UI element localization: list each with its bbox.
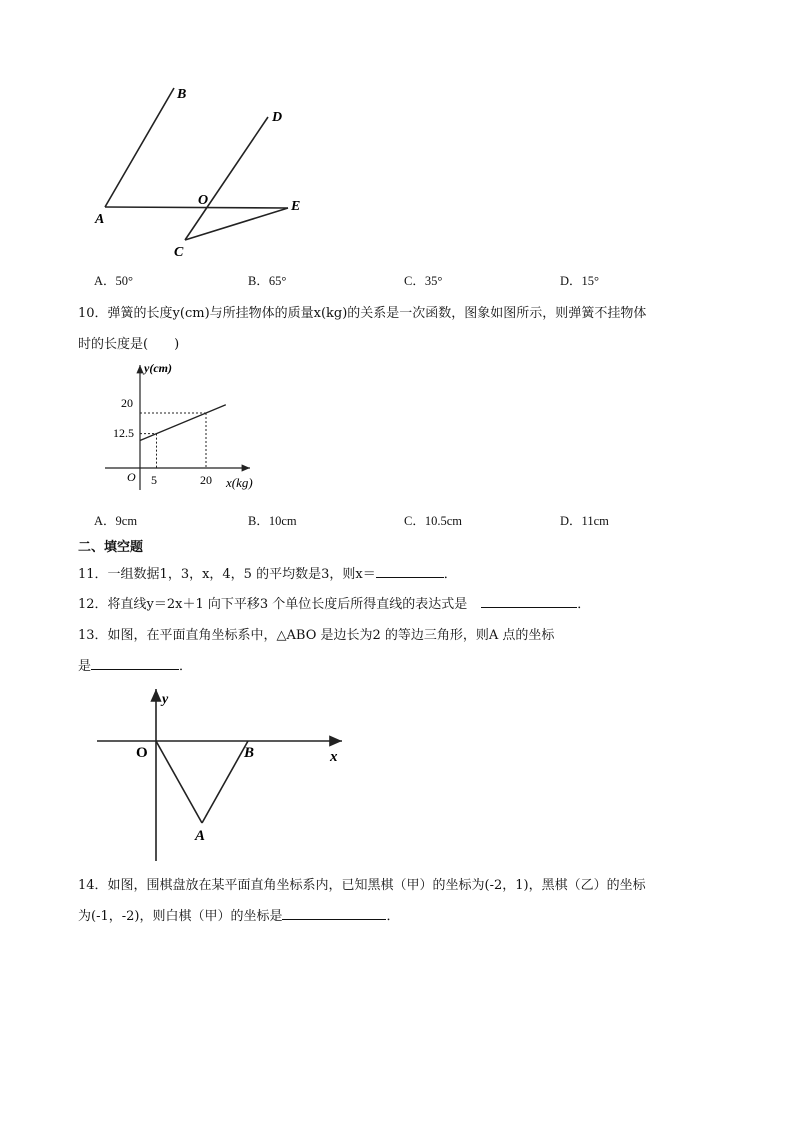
- label-D: D: [272, 110, 283, 125]
- segment-CE: [185, 208, 288, 240]
- q14-end: ．: [386, 909, 400, 924]
- q12-end: ．: [577, 597, 591, 612]
- q13-line2: [78, 655, 192, 674]
- label-E: E: [291, 199, 301, 214]
- q9-option-a[interactable]: A．50°: [94, 274, 134, 288]
- q11-line: [78, 563, 457, 582]
- q14-line2: [78, 905, 400, 924]
- q12-answer-blank[interactable]: [481, 595, 577, 608]
- segment-CD: [185, 117, 268, 240]
- q10-text-line2: 时的长度是( ): [78, 337, 180, 352]
- q14-text-line2: 为(-1，-2)，则白棋（甲）的坐标是: [78, 909, 283, 924]
- label-O: O: [198, 193, 209, 208]
- q9-option-d[interactable]: D．15°: [560, 274, 600, 288]
- q11-answer-blank[interactable]: [376, 565, 444, 578]
- q10-option-b[interactable]: B．10cm: [248, 514, 297, 528]
- q10-origin: O: [127, 470, 136, 484]
- q14-answer-blank[interactable]: [282, 907, 386, 920]
- q10-option-c[interactable]: C．10.5cm: [404, 514, 462, 528]
- label-A: A: [95, 212, 105, 227]
- q10-option-a[interactable]: A．9cm: [94, 514, 138, 528]
- q9-option-b[interactable]: B．65°: [248, 274, 287, 288]
- q13-end: ．: [179, 659, 193, 674]
- q10-xlabel: x(kg): [226, 475, 253, 490]
- q10-xtick-20: 20: [200, 473, 212, 487]
- q13-segment-AB: [202, 741, 248, 823]
- q11-end: ．: [443, 567, 457, 582]
- q13-label-A: A: [195, 828, 206, 844]
- q12-line: [78, 593, 590, 612]
- label-C: C: [174, 245, 184, 260]
- q10-ylabel: y(cm): [144, 361, 172, 375]
- q13-label-x: x: [330, 749, 338, 765]
- q9-figure: [88, 80, 318, 265]
- q13-text-line2: 是: [78, 659, 92, 674]
- q10-option-d[interactable]: D．11cm: [560, 514, 609, 528]
- q14-text-line1: 14．如图，围棋盘放在某平面直角坐标系内，已知黑棋（甲）的坐标为(-2，1)，黑棋（乙）的坐标: [78, 878, 646, 893]
- q10-text-line1: 10．弹簧的长度y(cm)与所挂物体的质量x(kg)的关系是一次函数，图象如图所示，则弹簧不挂物体: [78, 306, 647, 321]
- q13-segment-OA: [156, 741, 202, 823]
- q13-label-B: B: [244, 745, 255, 761]
- q13-figure: [92, 683, 352, 865]
- label-B: B: [177, 87, 187, 102]
- q11-text: 11．一组数据1，3，x，4，5 的平均数是3，则x＝: [78, 567, 376, 582]
- section-title-fill-in: 二、填空题: [78, 540, 144, 555]
- segment-AE: [105, 207, 288, 208]
- q10-function-line: [140, 405, 226, 441]
- q10-ytick-12-5: 12.5: [113, 426, 134, 440]
- q13-label-O: O: [136, 745, 148, 761]
- q12-text: 12．将直线y＝2x＋1 向下平移3 个单位长度后所得直线的表达式是: [78, 597, 468, 612]
- q10-xtick-5: 5: [151, 473, 157, 487]
- q13-text-line1: 13．如图，在平面直角坐标系中，△ABO 是边长为2 的等边三角形，则A 点的坐标: [78, 628, 555, 643]
- q9-option-c[interactable]: C．35°: [404, 274, 443, 288]
- q13-label-y: y: [162, 692, 169, 707]
- q13-answer-blank[interactable]: [91, 657, 179, 670]
- q10-ytick-20: 20: [121, 396, 133, 410]
- q10-graph: [100, 355, 270, 495]
- segment-AB: [105, 88, 174, 207]
